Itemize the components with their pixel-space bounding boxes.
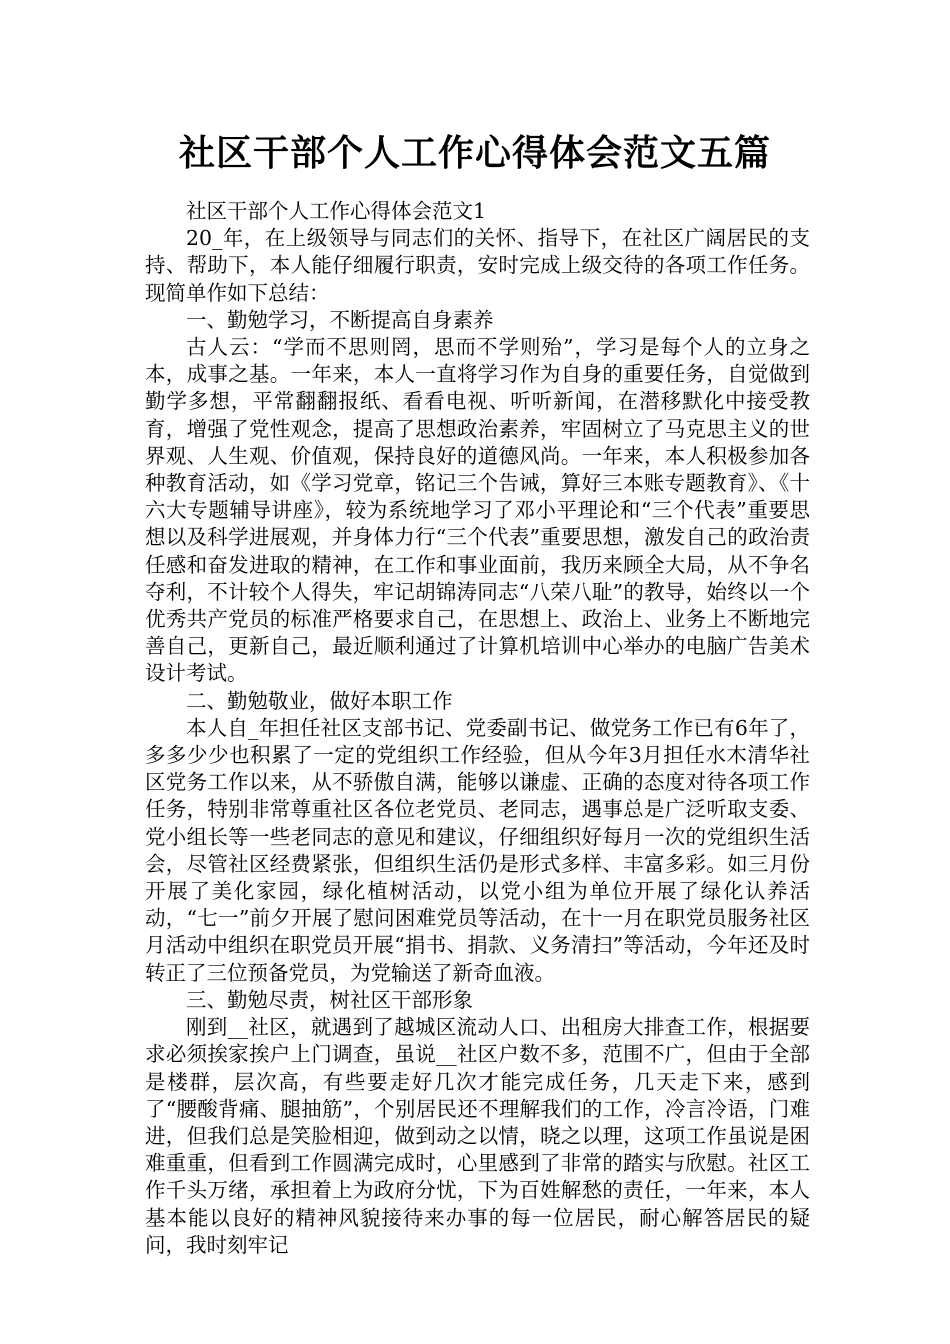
document-body: [145, 198, 810, 1259]
section-heading: 三、勤勉尽责，树社区干部形象: [186, 987, 473, 1012]
section-heading: 一、勤勉学习，不断提高自身素养: [186, 307, 494, 332]
body-paragraph: 20_年，在上级领导与同志们的关怀、指导下，在社区广阔居民的支持、帮助下，本人能仔细履行职责，安时完成上级交待的各项工作任务。现简单作如下总结：: [145, 226, 810, 305]
section-heading: 二、勤勉敬业，做好本职工作: [186, 688, 453, 713]
section-heading: 社区干部个人工作心得体会范文1: [186, 199, 487, 223]
body-paragraph: 本人自_年担任社区支部书记、党委副书记、做党务工作已有6年了，多多少少也积累了一定的党组织工作经验，但从今年3月担任水木清华社区党务工作以来，从不骄傲自满，能够以谦虚、正确的态度对待各项工作任务，特别非常尊重社区各位老党员、老同志，遇事总是广泛听取支委、党小组长等一些老同志的意见和建议，仔细组织好每月一次的党组织生活会，尽管社区经费紧张，但组织生活仍是形式多样、丰富多彩。如三月份开展了美化家园，绿化植树活动，以党小组为单位开展了绿化认养活动，“七一”前夕开展了慰问困难党员等活动，在十一月在职党员服务社区月活动中组织在职党员开展“捐书、捐款、义务清扫”等活动，今年还及时转正了三位预备党员，为党输送了新奇血液。: [145, 715, 810, 985]
document-title: 社区干部个人工作心得体会范文五篇: [178, 133, 771, 174]
body-paragraph: 刚到__社区，就遇到了越城区流动人口、出租房大排查工作，根据要求必须挨家挨户上门调查，虽说__社区户数不多，范围不广，但由于全部是楼群，层次高，有些要走好几次才能完成任务，几天走下来，感到了“腰酸背痛、腿抽筋”，个别居民还不理解我们的工作，冷言冷语，门难进，但我们总是笑脸相迎，做到动之以情，晓之以理，这项工作虽说是困难重重，但看到工作圆满完成时，心里感到了非常的踏实与欣慰。社区工作千头万绪，承担着上为政府分忧，下为百姓解愁的责任，一年来，本人基本能以良好的精神风貌接待来办事的每一位居民，耐心解答居民的疑问，我时刻牢记: [145, 1015, 810, 1257]
body-paragraph: 古人云：“学而不思则罔，思而不学则殆”，学习是每个人的立身之本，成事之基。一年来，本人一直将学习作为自身的重要任务，自觉做到勤学多想，平常翻翻报纸、看看电视、听听新闻，在潜移默化中接受教育，增强了党性观念，提高了思想政治素养，牢固树立了马克思主义的世界观、人生观、价值观，保持良好的道德风尚。一年来，本人积极参加各种教育活动，如《学习党章，铭记三个告诫，算好三本账专题教育》、《十六大专题辅导讲座》，较为系统地学习了邓小平理论和“三个代表”重要思想以及科学进展观，并身体力行“三个代表”重要思想，激发自己的政治责任感和奋发进取的精神，在工作和事业面前，我历来顾全大局，从不争名夺利，不计较个人得失，牢记胡锦涛同志“八荣八耻”的教导，始终以一个优秀共产党员的标准严格要求自己，在思想上、政治上、业务上不断地完善自己，更新自己，最近顺利通过了计算机培训中心举办的电脑广告美术设计考试。: [145, 335, 810, 686]
